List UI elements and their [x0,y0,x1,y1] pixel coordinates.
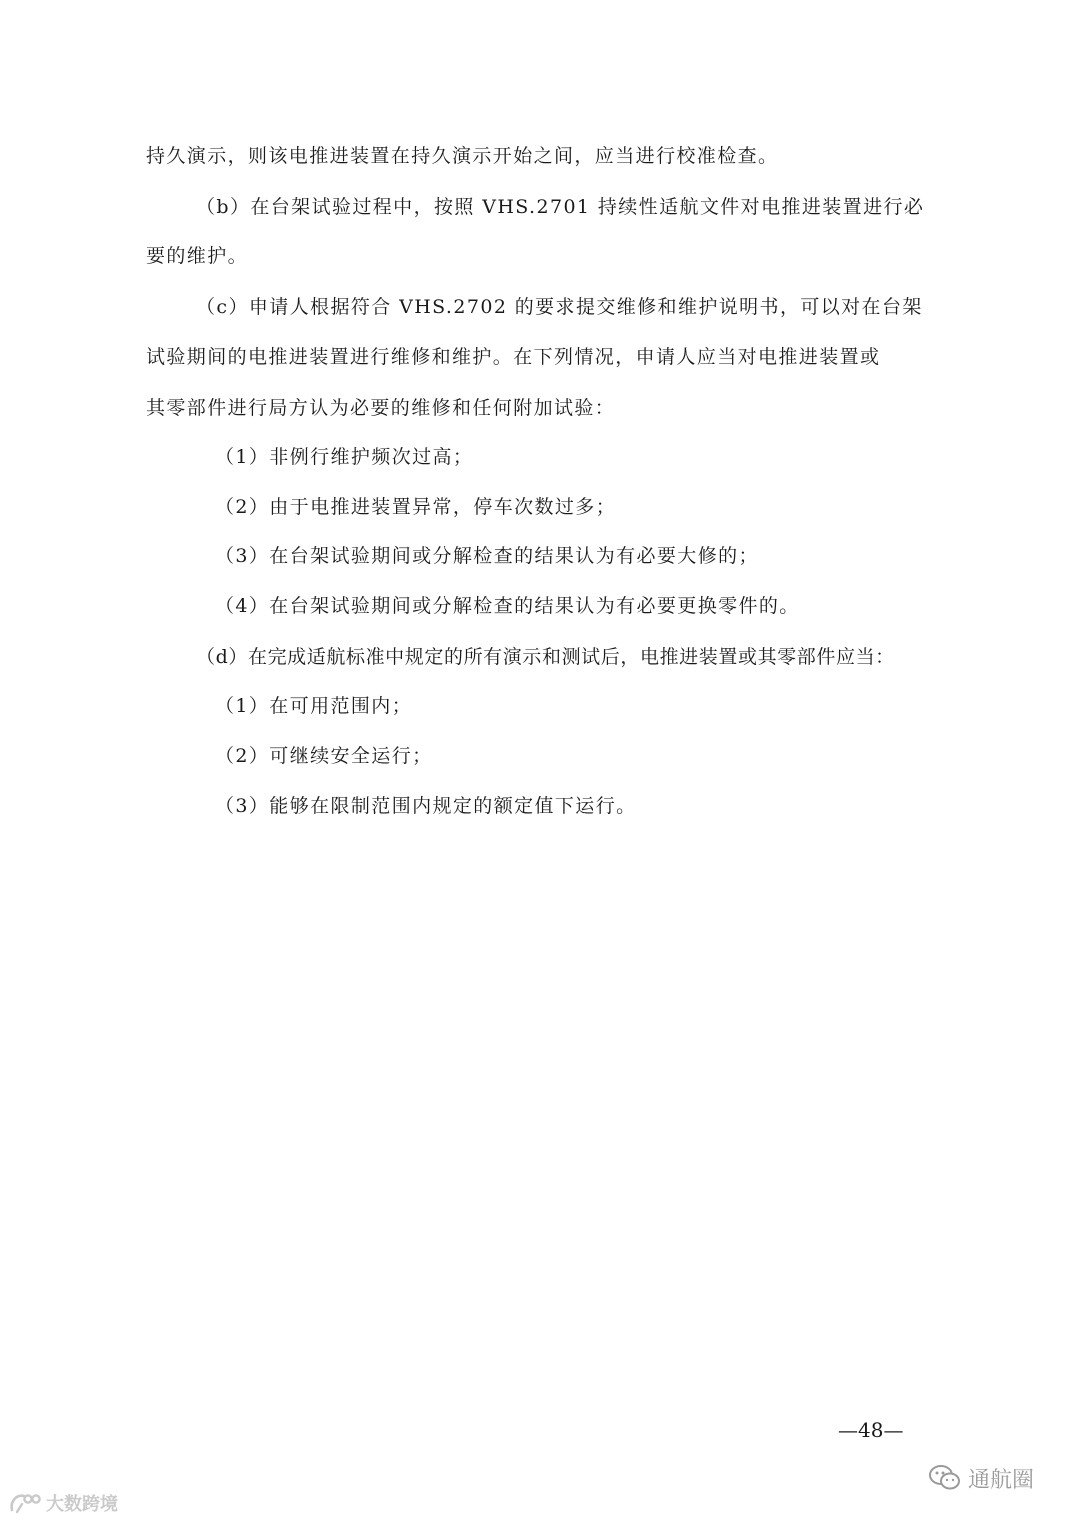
text-line: 试验期间的电推进装置进行维修和维护。在下列情况，申请人应当对电推进装置或 [146,346,881,368]
watermark-right-text: 通航圈 [968,1467,1035,1493]
page-number: —48— [838,1418,904,1442]
list-item: （2）可继续安全运行； [215,745,433,767]
list-item: （2）由于电推进装置异常，停车次数过多； [215,496,617,518]
text-line: 持久演示，则该电推进装置在持久演示开始之间，应当进行校准检查。 [146,145,779,167]
list-item: （4）在台架试验期间或分解检查的结果认为有必要更换零件的。 [215,595,800,617]
wechat-chat-icon [928,1463,962,1493]
text-line: 其零部件进行局方认为必要的维修和任何附加试验： [146,397,616,419]
list-item: （1）在可用范围内； [215,695,413,717]
list-item: （3）在台架试验期间或分解检查的结果认为有必要大修的； [215,545,759,567]
text-line: 要的维护。 [146,245,249,267]
list-item: （3）能够在限制范围内规定的额定值下运行。 [215,795,637,817]
text-line: （c）申请人根据符合 VHS.2702 的要求提交维修和维护说明书，可以对在台架 [196,296,923,318]
text-line: （b）在台架试验过程中，按照 VHS.2701 持续性适航文件对电推进装置进行必 [196,196,925,218]
list-item: （1）非例行维护频次过高； [215,446,474,468]
watermark-right [928,1458,1034,1498]
text-line: （d）在完成适航标准中规定的所有演示和测试后，电推进装置或其零部件应当： [196,646,895,668]
brand-logo-icon [8,1490,42,1516]
watermark-left-text: 大数跨境 [46,1494,118,1515]
watermark-left [8,1488,118,1518]
